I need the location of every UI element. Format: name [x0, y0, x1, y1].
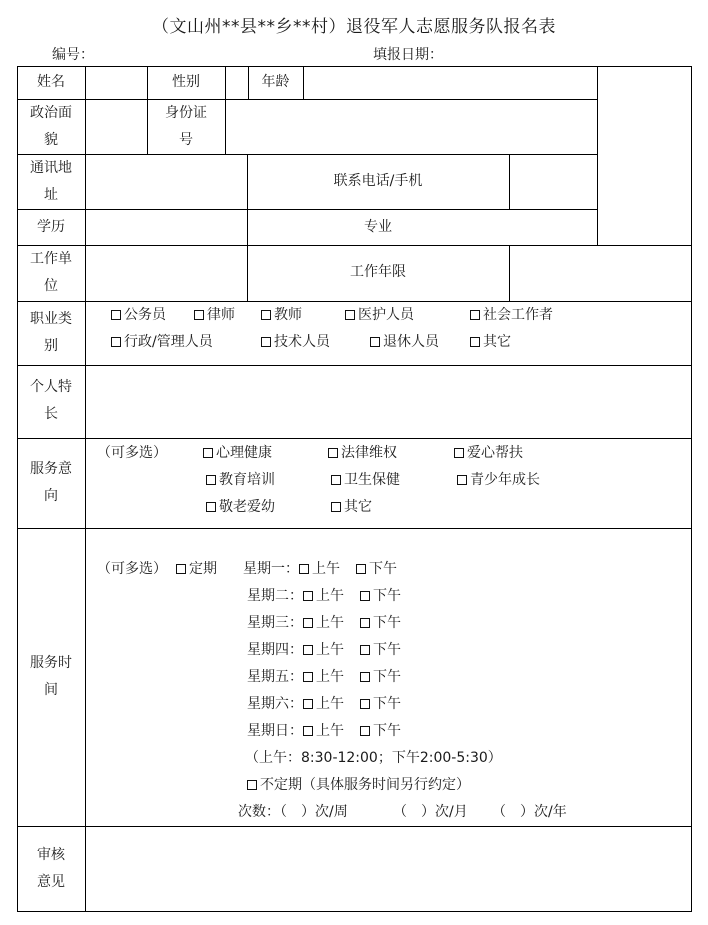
time-multi-note: （可多选） [97, 561, 167, 577]
checkbox-icon[interactable] [457, 475, 467, 485]
checkbox-icon[interactable] [206, 475, 216, 485]
checkbox-icon[interactable] [360, 726, 370, 736]
per-week-field[interactable]: （ ）次/周 [280, 804, 348, 820]
work-unit-label: 工作单 位 [30, 251, 72, 294]
irregular-option[interactable]: 不定期（具体服务时间另行约定） [247, 775, 470, 795]
checkbox-icon[interactable] [303, 645, 313, 655]
date-label: 填报日期： [373, 47, 443, 63]
col-divider [509, 154, 510, 209]
col-divider [303, 66, 304, 99]
name-label: 姓名 [37, 74, 65, 90]
checkbox-icon[interactable] [360, 672, 370, 682]
education-label: 学历 [37, 219, 65, 235]
occupation-option[interactable]: 教师 [261, 305, 302, 325]
checkbox-icon[interactable] [247, 780, 257, 790]
weekday-row [247, 640, 401, 660]
age-label: 年龄 [261, 74, 290, 90]
checkbox-icon[interactable] [360, 645, 370, 655]
service-time-label: 服务时 间 [30, 655, 72, 698]
col-divider [225, 66, 226, 154]
occupation-option[interactable]: 社会工作者 [470, 305, 553, 325]
weekday-label: 星期一： [243, 561, 299, 577]
checkbox-icon[interactable] [356, 564, 366, 574]
checkbox-icon[interactable] [331, 502, 341, 512]
checkbox-icon[interactable] [261, 337, 271, 347]
intent-option[interactable]: 心理健康 [203, 443, 272, 463]
checkbox-icon[interactable] [111, 337, 121, 347]
hours-note: （上午：8:30-12:00；下午2:00-5:30） [245, 750, 502, 766]
morning-label: 上午 [316, 588, 344, 604]
morning-label: 上午 [316, 642, 344, 658]
row-divider [17, 528, 692, 529]
frequency-label: 次数： [238, 804, 280, 820]
checkbox-icon[interactable] [299, 564, 309, 574]
morning-label: 上午 [316, 669, 344, 685]
col-divider [85, 66, 86, 912]
checkbox-icon[interactable] [328, 448, 338, 458]
row-divider [17, 438, 692, 439]
row-divider [17, 209, 597, 210]
col-divider [509, 245, 510, 301]
checkbox-icon[interactable] [261, 310, 271, 320]
afternoon-label: 下午 [373, 669, 401, 685]
weekday-label: 星期六： [247, 696, 303, 712]
intent-option[interactable]: 青少年成长 [457, 470, 540, 490]
weekday-row [243, 559, 397, 579]
checkbox-icon[interactable] [303, 618, 313, 628]
occupation-option[interactable]: 公务员 [111, 305, 166, 325]
row-divider [17, 245, 692, 246]
frequency-row [238, 802, 348, 822]
morning-label: 上午 [316, 615, 344, 631]
afternoon-label: 下午 [369, 561, 397, 577]
weekday-label: 星期四： [247, 642, 303, 658]
weekday-label: 星期三： [247, 615, 303, 631]
checkbox-icon[interactable] [303, 672, 313, 682]
major-label: 专业 [364, 219, 392, 235]
checkbox-icon[interactable] [360, 618, 370, 628]
intent-option[interactable]: 爱心帮扶 [454, 443, 523, 463]
intent-option[interactable]: 卫生保健 [331, 470, 400, 490]
weekday-row [247, 694, 401, 714]
weekday-row [247, 586, 401, 606]
intent-multi-note: （可多选） [97, 445, 167, 461]
checkbox-icon[interactable] [470, 310, 480, 320]
phone-label: 联系电话/手机 [333, 173, 423, 189]
specialty-label: 个人特 长 [30, 379, 72, 422]
row-divider [17, 826, 692, 827]
occupation-option[interactable]: 律师 [194, 305, 235, 325]
weekday-row [247, 613, 401, 633]
afternoon-label: 下午 [373, 696, 401, 712]
intent-option[interactable]: 法律维权 [328, 443, 397, 463]
occupation-option[interactable]: 医护人员 [345, 305, 414, 325]
afternoon-label: 下午 [373, 723, 401, 739]
weekday-label: 星期日： [247, 723, 303, 739]
checkbox-icon[interactable] [360, 699, 370, 709]
per-year-field[interactable]: （ ）次/年 [492, 804, 567, 820]
row-divider [17, 301, 692, 302]
checkbox-icon[interactable] [360, 591, 370, 601]
checkbox-icon[interactable] [470, 337, 480, 347]
occupation-option[interactable]: 行政/管理人员 [111, 332, 213, 352]
row-divider [17, 154, 597, 155]
checkbox-icon[interactable] [303, 591, 313, 601]
intent-option[interactable]: 教育培训 [206, 470, 275, 490]
gender-label: 性别 [172, 74, 200, 90]
afternoon-label: 下午 [373, 642, 401, 658]
weekday-label: 星期五： [247, 669, 303, 685]
intent-option[interactable]: 敬老爱幼 [206, 497, 275, 517]
checkbox-icon[interactable] [194, 310, 204, 320]
id-number-label: 身份证 号 [165, 105, 207, 148]
occupation-option[interactable]: 技术人员 [261, 332, 330, 352]
review-label: 审核 意见 [37, 847, 65, 890]
row-divider [17, 365, 692, 366]
checkbox-icon[interactable] [176, 564, 186, 574]
weekday-row [247, 667, 401, 687]
checkbox-icon[interactable] [331, 475, 341, 485]
checkbox-icon[interactable] [303, 726, 313, 736]
fixed-option[interactable]: 定期 [176, 559, 217, 579]
checkbox-icon[interactable] [203, 448, 213, 458]
per-month-field[interactable]: （ ）次/月 [393, 804, 468, 820]
serial-label: 编号： [52, 47, 94, 63]
afternoon-label: 下午 [373, 615, 401, 631]
page-title: （文山州**县**乡**村）退役军人志愿服务队报名表 [152, 17, 556, 37]
intent-option[interactable]: 其它 [331, 497, 372, 517]
checkbox-icon[interactable] [111, 310, 121, 320]
work-years-label: 工作年限 [350, 264, 406, 280]
checkbox-icon[interactable] [454, 448, 464, 458]
political-label: 政治面 貌 [30, 105, 72, 148]
morning-label: 上午 [316, 723, 344, 739]
occupation-option[interactable]: 其它 [470, 332, 511, 352]
checkbox-icon[interactable] [370, 337, 380, 347]
weekday-row [247, 721, 401, 741]
occupation-option[interactable]: 退休人员 [370, 332, 439, 352]
col-divider [597, 66, 598, 245]
checkbox-icon[interactable] [345, 310, 355, 320]
morning-label: 上午 [316, 696, 344, 712]
checkbox-icon[interactable] [206, 502, 216, 512]
occupation-label: 职业类 别 [30, 311, 72, 354]
weekday-label: 星期二： [247, 588, 303, 604]
checkbox-icon[interactable] [303, 699, 313, 709]
afternoon-label: 下午 [373, 588, 401, 604]
intent-label: 服务意 向 [30, 461, 72, 504]
address-label: 通讯地 址 [30, 160, 72, 203]
morning-label: 上午 [312, 561, 340, 577]
row-divider [17, 99, 597, 100]
